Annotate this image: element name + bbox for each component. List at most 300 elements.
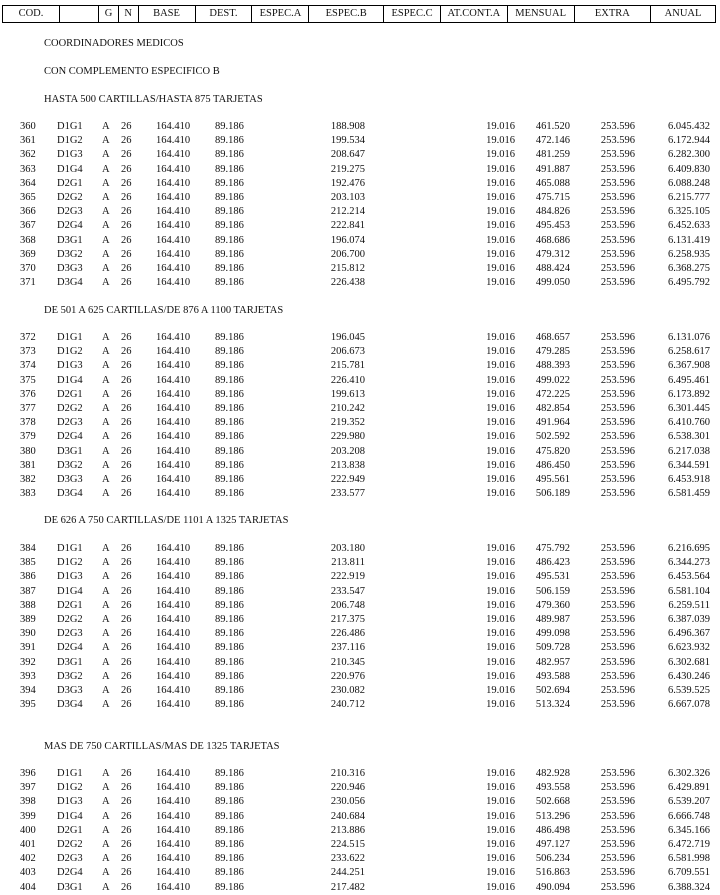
mensual-cell: 479.312	[535, 248, 570, 260]
table-row	[0, 557, 720, 570]
anual-cell: 6.172.944	[668, 135, 710, 147]
table-row	[0, 206, 720, 219]
cod-cell: 363	[20, 163, 36, 175]
category-cell: D2G1	[57, 177, 83, 189]
table-row	[0, 543, 720, 556]
cod-cell: 384	[20, 543, 36, 554]
at-cont-cell: 19.016	[486, 782, 515, 794]
level-cell: 26	[121, 206, 132, 218]
header-cell: EXTRA	[575, 6, 652, 22]
header-cell: G	[99, 6, 119, 22]
base-cell: 164.410	[156, 459, 191, 471]
cod-cell: 401	[20, 839, 36, 850]
base-cell: 164.410	[156, 642, 191, 654]
dest-cell: 89.186	[215, 220, 244, 232]
cod-cell: 370	[20, 263, 36, 274]
mensual-cell: 465.088	[535, 177, 570, 189]
at-cont-cell: 19.016	[486, 685, 515, 696]
cod-cell: 398	[20, 796, 36, 808]
table-row	[0, 474, 720, 487]
level-cell: 26	[121, 403, 132, 414]
group-cell: A	[102, 670, 110, 682]
cod-cell: 360	[20, 121, 36, 132]
level-cell: 26	[121, 346, 132, 358]
at-cont-cell: 19.016	[486, 599, 515, 611]
at-cont-cell: 19.016	[486, 796, 515, 808]
dest-cell: 89.186	[215, 234, 244, 246]
group-cell: A	[102, 810, 110, 822]
dest-cell: 89.186	[215, 488, 244, 500]
group-cell: A	[102, 277, 110, 289]
group-cell: A	[102, 248, 110, 260]
cod-cell: 399	[20, 810, 36, 822]
anual-cell: 6.539.207	[668, 796, 710, 808]
category-cell: D3G3	[57, 474, 83, 485]
at-cont-cell: 19.016	[486, 656, 515, 668]
espec-b-cell: 224.515	[330, 839, 365, 850]
anual-cell: 6.496.367	[668, 628, 710, 640]
level-cell: 26	[121, 599, 132, 611]
section-title: DE 501 A 625 CARTILLAS/DE 876 A 1100 TARJETAS	[44, 305, 284, 316]
group-cell: A	[102, 431, 110, 443]
category-cell: D1G2	[57, 782, 83, 794]
espec-b-cell: 219.275	[330, 163, 365, 175]
cod-cell: 394	[20, 685, 36, 696]
table-row	[0, 235, 720, 248]
cod-cell: 369	[20, 248, 36, 260]
espec-b-cell: 192.476	[330, 177, 365, 189]
group-cell: A	[102, 614, 110, 625]
extra-cell: 253.596	[600, 628, 635, 640]
espec-b-cell: 222.919	[330, 571, 365, 583]
anual-cell: 6.430.246	[668, 670, 710, 682]
group-cell: A	[102, 149, 110, 161]
level-cell: 26	[121, 656, 132, 668]
category-cell: D2G4	[57, 642, 83, 654]
mensual-cell: 502.668	[535, 796, 570, 808]
espec-b-cell: 222.841	[330, 220, 365, 232]
group-cell: A	[102, 332, 110, 343]
base-cell: 164.410	[156, 685, 191, 696]
at-cont-cell: 19.016	[486, 557, 515, 569]
category-cell: D3G1	[57, 234, 83, 246]
dest-cell: 89.186	[215, 881, 244, 893]
dest-cell: 89.186	[215, 403, 244, 414]
level-cell: 26	[121, 810, 132, 822]
group-cell: A	[102, 459, 110, 471]
anual-cell: 6.581.998	[668, 853, 710, 865]
table-row	[0, 431, 720, 444]
base-cell: 164.410	[156, 810, 191, 822]
extra-cell: 253.596	[600, 585, 635, 597]
anual-cell: 6.409.830	[668, 163, 710, 175]
table-row	[0, 600, 720, 613]
dest-cell: 89.186	[215, 135, 244, 147]
category-cell: D3G2	[57, 459, 83, 471]
extra-cell: 253.596	[600, 206, 635, 218]
extra-cell: 253.596	[600, 796, 635, 808]
table-row	[0, 699, 720, 712]
espec-b-cell: 203.103	[330, 192, 365, 203]
base-cell: 164.410	[156, 431, 191, 443]
table-row	[0, 768, 720, 781]
dest-cell: 89.186	[215, 628, 244, 640]
espec-b-cell: 215.812	[330, 263, 365, 274]
mensual-cell: 499.098	[535, 628, 570, 640]
espec-b-cell: 237.116	[331, 642, 365, 654]
level-cell: 26	[121, 824, 132, 836]
mensual-cell: 484.826	[535, 206, 570, 218]
category-cell: D2G1	[57, 599, 83, 611]
level-cell: 26	[121, 459, 132, 471]
cod-cell: 400	[20, 824, 36, 836]
cod-cell: 374	[20, 360, 36, 372]
category-cell: D3G1	[57, 656, 83, 668]
anual-cell: 6.387.039	[668, 614, 710, 625]
dest-cell: 89.186	[215, 263, 244, 274]
header-cell	[60, 6, 99, 22]
header-cell: N	[119, 6, 139, 22]
dest-cell: 89.186	[215, 374, 244, 386]
base-cell: 164.410	[156, 445, 191, 457]
group-cell: A	[102, 135, 110, 147]
base-cell: 164.410	[156, 768, 191, 779]
mensual-cell: 513.324	[535, 699, 570, 711]
at-cont-cell: 19.016	[486, 177, 515, 189]
cod-cell: 395	[20, 699, 36, 711]
anual-cell: 6.367.908	[668, 360, 710, 372]
at-cont-cell: 19.016	[486, 346, 515, 358]
category-cell: D2G3	[57, 628, 83, 640]
category-cell: D1G4	[57, 585, 83, 597]
mensual-cell: 509.728	[535, 642, 570, 654]
espec-b-cell: 206.700	[330, 248, 365, 260]
table-row	[0, 375, 720, 388]
base-cell: 164.410	[156, 121, 191, 132]
level-cell: 26	[121, 867, 132, 879]
cod-cell: 380	[20, 445, 36, 457]
extra-cell: 253.596	[600, 543, 635, 554]
mensual-cell: 486.423	[535, 557, 570, 569]
level-cell: 26	[121, 135, 132, 147]
level-cell: 26	[121, 220, 132, 232]
category-cell: D1G2	[57, 557, 83, 569]
table-row	[0, 277, 720, 290]
table-row	[0, 332, 720, 345]
table-row	[0, 782, 720, 795]
group-cell: A	[102, 557, 110, 569]
base-cell: 164.410	[156, 388, 191, 400]
cod-cell: 388	[20, 599, 36, 611]
espec-b-cell: 240.712	[330, 699, 365, 711]
level-cell: 26	[121, 881, 132, 893]
group-cell: A	[102, 839, 110, 850]
level-cell: 26	[121, 853, 132, 865]
header-cell: ANUAL	[664, 8, 702, 19]
header-cell: ESPEC.C	[384, 6, 441, 22]
category-cell: D2G4	[57, 220, 83, 232]
base-cell: 164.410	[156, 248, 191, 260]
at-cont-cell: 19.016	[486, 628, 515, 640]
group-cell: A	[102, 599, 110, 611]
table-row	[0, 488, 720, 501]
extra-cell: 253.596	[600, 263, 635, 274]
group-cell: A	[102, 571, 110, 583]
base-cell: 164.410	[156, 332, 191, 343]
base-cell: 164.410	[156, 360, 191, 372]
table-row	[0, 628, 720, 641]
group-cell: A	[102, 206, 110, 218]
anual-cell: 6.368.275	[668, 263, 710, 274]
dest-cell: 89.186	[215, 839, 244, 850]
espec-b-cell: 199.534	[330, 135, 365, 147]
mensual-cell: 502.694	[535, 685, 570, 696]
cod-cell: 390	[20, 628, 36, 640]
level-cell: 26	[121, 417, 132, 429]
mensual-cell: 495.453	[535, 220, 570, 232]
table-row	[0, 403, 720, 416]
at-cont-cell: 19.016	[486, 839, 515, 850]
dest-cell: 89.186	[215, 699, 244, 711]
table-row	[0, 657, 720, 670]
anual-cell: 6.410.760	[668, 417, 710, 429]
table-row	[0, 121, 720, 134]
extra-cell: 253.596	[600, 388, 635, 400]
dest-cell: 89.186	[215, 614, 244, 625]
espec-b-cell: 226.486	[330, 628, 365, 640]
espec-b-cell: 213.886	[330, 824, 365, 836]
espec-b-cell: 213.838	[330, 459, 365, 471]
group-cell: A	[102, 585, 110, 597]
espec-b-cell: 226.438	[330, 277, 365, 289]
extra-cell: 253.596	[600, 839, 635, 850]
base-cell: 164.410	[156, 557, 191, 569]
dest-cell: 89.186	[215, 768, 244, 779]
dest-cell: 89.186	[215, 670, 244, 682]
mensual-cell: 472.146	[535, 135, 570, 147]
level-cell: 26	[121, 248, 132, 260]
espec-b-cell: 210.242	[330, 403, 365, 414]
extra-cell: 253.596	[600, 557, 635, 569]
espec-b-cell: 196.074	[330, 234, 365, 246]
dest-cell: 89.186	[215, 192, 244, 203]
dest-cell: 89.186	[215, 149, 244, 161]
espec-b-cell: 240.684	[330, 810, 365, 822]
level-cell: 26	[121, 699, 132, 711]
dest-cell: 89.186	[215, 685, 244, 696]
extra-cell: 253.596	[600, 135, 635, 147]
mensual-cell: 491.964	[535, 417, 570, 429]
group-cell: A	[102, 177, 110, 189]
dest-cell: 89.186	[215, 543, 244, 554]
mensual-cell: 488.424	[535, 263, 570, 274]
extra-cell: 253.596	[600, 403, 635, 414]
group-cell: A	[102, 488, 110, 500]
category-cell: D2G1	[57, 388, 83, 400]
cod-cell: 376	[20, 388, 36, 400]
base-cell: 164.410	[156, 782, 191, 794]
at-cont-cell: 19.016	[486, 234, 515, 246]
cod-cell: 385	[20, 557, 36, 569]
base-cell: 164.410	[156, 220, 191, 232]
mensual-cell: 490.094	[535, 881, 570, 893]
anual-cell: 6.173.892	[668, 388, 710, 400]
espec-b-cell: 212.214	[330, 206, 365, 218]
dest-cell: 89.186	[215, 585, 244, 597]
extra-cell: 253.596	[600, 824, 635, 836]
cod-cell: 379	[20, 431, 36, 443]
at-cont-cell: 19.016	[486, 360, 515, 372]
espec-b-cell: 215.781	[330, 360, 365, 372]
group-cell: A	[102, 881, 110, 893]
category-cell: D3G4	[57, 699, 83, 711]
group-cell: A	[102, 445, 110, 457]
cod-cell: 367	[20, 220, 36, 232]
at-cont-cell: 19.016	[486, 277, 515, 289]
mensual-cell: 506.159	[535, 585, 570, 597]
extra-cell: 253.596	[600, 163, 635, 175]
group-cell: A	[102, 543, 110, 554]
extra-cell: 253.596	[600, 642, 635, 654]
category-cell: D2G3	[57, 853, 83, 865]
espec-b-cell: 222.949	[330, 474, 365, 485]
extra-cell: 253.596	[600, 599, 635, 611]
level-cell: 26	[121, 585, 132, 597]
level-cell: 26	[121, 332, 132, 343]
dest-cell: 89.186	[215, 867, 244, 879]
extra-cell: 253.596	[600, 670, 635, 682]
dest-cell: 89.186	[215, 810, 244, 822]
level-cell: 26	[121, 388, 132, 400]
cod-cell: 373	[20, 346, 36, 358]
at-cont-cell: 19.016	[486, 121, 515, 132]
at-cont-cell: 19.016	[486, 192, 515, 203]
dest-cell: 89.186	[215, 332, 244, 343]
anual-cell: 6.666.748	[668, 810, 710, 822]
anual-cell: 6.581.459	[668, 488, 710, 500]
dest-cell: 89.186	[215, 417, 244, 429]
mensual-cell: 499.022	[535, 374, 570, 386]
base-cell: 164.410	[156, 867, 191, 879]
at-cont-cell: 19.016	[486, 824, 515, 836]
dest-cell: 89.186	[215, 599, 244, 611]
dest-cell: 89.186	[215, 445, 244, 457]
base-cell: 164.410	[156, 543, 191, 554]
level-cell: 26	[121, 263, 132, 274]
anual-cell: 6.258.617	[668, 346, 710, 358]
espec-b-cell: 233.622	[330, 853, 365, 865]
group-cell: A	[102, 374, 110, 386]
category-cell: D3G1	[57, 881, 83, 893]
at-cont-cell: 19.016	[486, 488, 515, 500]
level-cell: 26	[121, 557, 132, 569]
anual-cell: 6.045.432	[668, 121, 710, 132]
mensual-cell: 513.296	[535, 810, 570, 822]
extra-cell: 253.596	[600, 192, 635, 203]
anual-cell: 6.217.038	[668, 445, 710, 457]
at-cont-cell: 19.016	[486, 149, 515, 161]
extra-cell: 253.596	[600, 810, 635, 822]
base-cell: 164.410	[156, 177, 191, 189]
level-cell: 26	[121, 177, 132, 189]
table-row	[0, 249, 720, 262]
anual-cell: 6.215.777	[668, 192, 710, 203]
espec-b-cell: 230.056	[330, 796, 365, 808]
at-cont-cell: 19.016	[486, 135, 515, 147]
header-cell: ESPEC.B	[309, 6, 384, 22]
espec-b-cell: 188.908	[330, 121, 365, 132]
category-cell: D3G3	[57, 685, 83, 696]
at-cont-cell: 19.016	[486, 585, 515, 597]
anual-cell: 6.131.076	[668, 332, 710, 343]
table-row	[0, 571, 720, 584]
level-cell: 26	[121, 670, 132, 682]
base-cell: 164.410	[156, 403, 191, 414]
group-cell: A	[102, 163, 110, 175]
cod-cell: 382	[20, 474, 36, 485]
espec-b-cell: 233.547	[330, 585, 365, 597]
table-row	[0, 825, 720, 838]
level-cell: 26	[121, 149, 132, 161]
espec-b-cell: 229.980	[330, 431, 365, 443]
category-cell: D1G3	[57, 149, 83, 161]
table-row	[0, 164, 720, 177]
dest-cell: 89.186	[215, 360, 244, 372]
level-cell: 26	[121, 796, 132, 808]
base-cell: 164.410	[156, 881, 191, 893]
anual-cell: 6.539.525	[668, 685, 710, 696]
cod-cell: 386	[20, 571, 36, 583]
group-cell: A	[102, 642, 110, 654]
group-cell: A	[102, 192, 110, 203]
category-cell: D1G3	[57, 796, 83, 808]
at-cont-cell: 19.016	[486, 445, 515, 457]
mensual-cell: 486.450	[535, 459, 570, 471]
level-cell: 26	[121, 628, 132, 640]
category-cell: D1G1	[57, 768, 83, 779]
table-row	[0, 192, 720, 205]
category-cell: D3G2	[57, 248, 83, 260]
table-row	[0, 685, 720, 698]
group-cell: A	[102, 656, 110, 668]
espec-b-cell: 203.208	[330, 445, 365, 457]
mensual-cell: 493.588	[535, 670, 570, 682]
base-cell: 164.410	[156, 796, 191, 808]
extra-cell: 253.596	[600, 614, 635, 625]
mensual-cell: 493.558	[535, 782, 570, 794]
mensual-cell: 482.854	[535, 403, 570, 414]
category-cell: D2G3	[57, 417, 83, 429]
group-cell: A	[102, 346, 110, 358]
group-cell: A	[102, 699, 110, 711]
level-cell: 26	[121, 374, 132, 386]
category-cell: D2G2	[57, 403, 83, 414]
level-cell: 26	[121, 277, 132, 289]
category-cell: D2G2	[57, 839, 83, 850]
category-cell: D2G4	[57, 431, 83, 443]
dest-cell: 89.186	[215, 248, 244, 260]
cod-cell: 368	[20, 234, 36, 246]
mensual-cell: 499.050	[535, 277, 570, 289]
level-cell: 26	[121, 571, 132, 583]
at-cont-cell: 19.016	[486, 403, 515, 414]
base-cell: 164.410	[156, 149, 191, 161]
dest-cell: 89.186	[215, 388, 244, 400]
level-cell: 26	[121, 234, 132, 246]
at-cont-cell: 19.016	[486, 474, 515, 485]
cod-cell: 402	[20, 853, 36, 865]
header-cell: COD.	[3, 6, 60, 22]
